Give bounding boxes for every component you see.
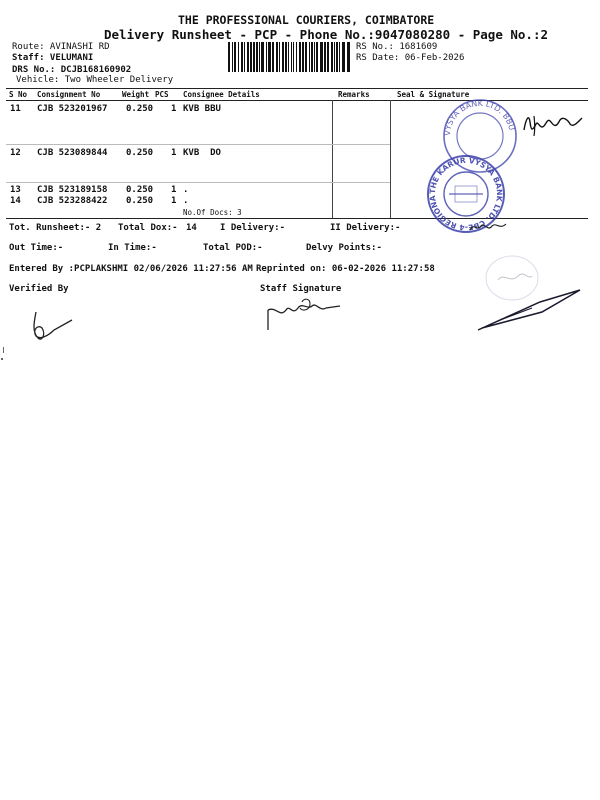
barcode-bar (234, 42, 236, 72)
row-consignee: KVB DO (183, 148, 221, 158)
staff-signature (262, 296, 342, 336)
barcode-bar (253, 42, 255, 72)
rs-number: RS No.: 1681609 (356, 42, 438, 52)
vehicle-label: Vehicle: Two Wheeler Delivery (16, 75, 174, 85)
no-of-docs: No.Of Docs: 3 (183, 208, 242, 217)
row-consignee: KVB BBU (183, 104, 221, 114)
barcode-bar (342, 42, 345, 72)
table-top-rule (6, 88, 588, 89)
barcode-bar (293, 42, 294, 72)
barcode-bar (285, 42, 287, 72)
barcode-bar (244, 42, 245, 72)
scribble-signature (468, 220, 508, 234)
bank-stamp-text: VYSYA BANK LTD. BBU (442, 98, 517, 137)
staff-signature-label: Staff Signature (260, 284, 342, 294)
row-consignment: CJB 523288422 (37, 196, 108, 206)
barcode-bar (256, 42, 258, 72)
total-dox-label: Total Dox:- (118, 223, 178, 233)
scan-mark (3, 347, 4, 353)
barcode-bar (305, 42, 307, 72)
row-pcs: 1 (171, 196, 177, 206)
tot-runsheet: Tot. Runsheet:- 2 (9, 223, 102, 233)
total-pod: Total POD:- (203, 243, 263, 253)
delvy-points: Delvy Points:- (306, 243, 382, 253)
barcode-bar (228, 42, 230, 72)
barcode-bar (288, 42, 289, 72)
verified-by: Verified By (9, 284, 69, 294)
barcode-bar (336, 42, 338, 72)
row-consignment: CJB 523089844 (37, 148, 108, 158)
col-remarks: Remarks (338, 90, 370, 99)
barcode-bar (282, 42, 284, 72)
row-sno: 13 (10, 185, 21, 195)
row-rule (6, 182, 390, 183)
barcode-bar (314, 42, 315, 72)
barcode-bar (250, 42, 252, 72)
barcode-bar (320, 42, 323, 72)
staff-label: Staff: VELUMANI (12, 53, 94, 63)
barcode-bar (339, 42, 340, 72)
route-label: Route: AVINASHI RD (12, 42, 110, 52)
row-weight: 0.250 (126, 185, 154, 195)
barcode-bar (291, 42, 292, 72)
barcode-bar (334, 42, 335, 72)
barcode-bar (241, 42, 243, 72)
scan-mark (1, 358, 3, 360)
col-separator (390, 100, 391, 218)
in-time: In Time:- (108, 243, 157, 253)
col-seal-signature: Seal & Signature (397, 90, 470, 99)
row-consignee: . (183, 196, 189, 206)
col-consignment: Consignment No (37, 90, 101, 99)
runsheet-title: Delivery Runsheet - PCP - Phone No.:9047080280 - Page No.:2 (104, 27, 549, 42)
barcode-bar (324, 42, 326, 72)
barcode-bar (268, 42, 271, 72)
col-separator (332, 100, 333, 218)
row-pcs: 1 (171, 148, 177, 158)
barcode-bar (232, 42, 233, 72)
col-pcs: PCS (155, 90, 169, 99)
barcode-bar (261, 42, 264, 72)
barcode-bar (247, 42, 249, 72)
row-weight: 0.250 (126, 148, 154, 158)
reprinted-on: Reprinted on: 06-02-2026 11:27:58 (256, 264, 435, 274)
barcode-bar (309, 42, 310, 72)
i-delivery: I Delivery:- (220, 223, 286, 233)
barcode-bar (238, 42, 239, 72)
row-pcs: 1 (171, 104, 177, 114)
barcode-bar (276, 42, 278, 72)
barcode-bar (279, 42, 280, 72)
barcode-bar (327, 42, 329, 72)
row-consignment: CJB 523189158 (37, 185, 108, 195)
row-sno: 11 (10, 104, 21, 114)
entered-by: Entered By :PCPLAKSHMI 02/06/2026 11:27:56 AM (9, 264, 253, 274)
barcode-bar (311, 42, 313, 72)
barcode-bar (299, 42, 301, 72)
verifier-signature (26, 308, 76, 344)
col-sno: S No (9, 90, 28, 99)
drs-number: DRS No.: DCJB168160902 (12, 65, 132, 75)
barcode-bar (347, 42, 350, 72)
barcode-bar (331, 42, 333, 72)
company-name: THE PROFESSIONAL COURIERS, COIMBATORE (178, 13, 435, 27)
office-stamp-text: THE KARUR VYSYA BANK LTD. CBE-4 REGIONAL OFFICE (421, 146, 505, 233)
row-sno: 14 (10, 196, 21, 206)
row-rule (6, 144, 390, 145)
svg-text:VYSYA BANK LTD. BBU (443, 99, 517, 136)
row-weight: 0.250 (126, 104, 154, 114)
row-consignee: . (183, 185, 189, 195)
barcode-bar (302, 42, 304, 72)
out-time: Out Time:- (9, 243, 64, 253)
row-weight: 0.250 (126, 196, 154, 206)
row-consignment: CJB 523201967 (37, 104, 108, 114)
receiver-signature (520, 110, 585, 138)
total-dox-value: 14 (186, 223, 197, 233)
barcode (228, 42, 354, 72)
barcode-bar (296, 42, 297, 72)
faded-stamp-signature (470, 250, 590, 340)
ii-delivery: II Delivery:- (330, 223, 401, 233)
barcode-bar (316, 42, 318, 72)
barcode-bar (266, 42, 267, 72)
row-pcs: 1 (171, 185, 177, 195)
rs-date: RS Date: 06-Feb-2026 (356, 53, 465, 63)
barcode-bar (272, 42, 274, 72)
col-consignee: Consignee Details (183, 90, 260, 99)
row-sno: 12 (10, 148, 21, 158)
barcode-bar (259, 42, 260, 72)
col-weight: Weight (122, 90, 150, 99)
